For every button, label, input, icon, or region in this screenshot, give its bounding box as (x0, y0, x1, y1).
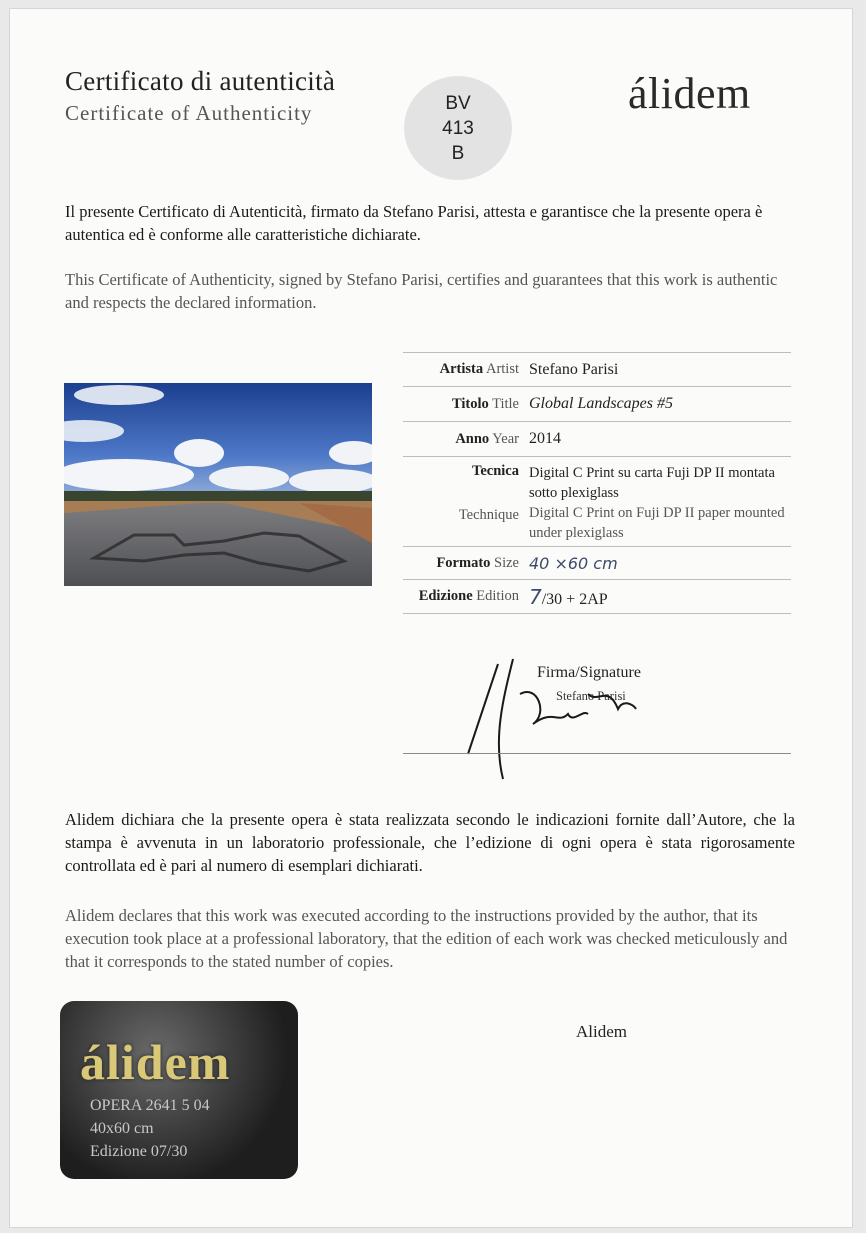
value-size-handwritten: 40 ×60 cm (529, 553, 618, 573)
hologram-seal (60, 1001, 298, 1179)
label-size-it: Formato (436, 554, 491, 571)
value-edition: /30 + 2AP (541, 590, 608, 608)
row-year (403, 421, 791, 456)
intro-english: This Certificate of Authenticity, signed by Stefano Parisi, certifies and guarantees that this work is authentic and respects the declared information. (65, 270, 778, 312)
label-artist-it: Artista (439, 361, 484, 377)
artwork-details-table (403, 352, 791, 614)
label-technique-it: Tecnica (472, 463, 519, 479)
stamp-line-2: 413 (442, 117, 474, 139)
signature-label: Firma/Signature (537, 664, 641, 681)
label-technique-en: Technique (458, 507, 519, 523)
row-size (403, 546, 791, 579)
declaration-english: Alidem declares that this work was executed according to the instructions provided by the author, that its execution took place at a professional laboratory, that the edition of each work was checked meticulously and that it corresponds to the stated number of copies. (65, 906, 788, 971)
signature-printed-name: Stefano Parisi (556, 689, 626, 703)
label-size-en: Size (494, 554, 519, 571)
issuer-name: Alidem (576, 1022, 627, 1041)
hologram-line-3: Edizione 07/30 (90, 1143, 188, 1160)
stamp-line-1: BV (445, 92, 471, 114)
row-artist (403, 352, 791, 386)
hologram-line-1: OPERA 2641 5 04 (90, 1097, 210, 1114)
label-edition-it: Edizione (418, 588, 473, 604)
value-year: 2014 (529, 430, 561, 447)
label-year-it: Anno (455, 430, 490, 447)
hologram-line-2: 40x60 cm (90, 1120, 154, 1137)
label-title-en: Title (492, 395, 519, 412)
alidem-logo: álidem (628, 69, 751, 118)
value-title: Global Landscapes #5 (529, 395, 673, 412)
title-english: Certificate of Authenticity (65, 101, 313, 125)
signature-line (403, 753, 791, 754)
value-technique-it: Digital C Print su carta Fuji DP II montata sotto plexiglass (529, 465, 775, 501)
label-year-en: Year (492, 430, 519, 447)
artwork-image (64, 383, 372, 586)
row-technique (403, 456, 791, 546)
label-edition-en: Edition (476, 588, 519, 604)
handwritten-signature (458, 654, 648, 784)
artwork-photo (64, 383, 372, 586)
intro-italian: Il presente Certificato di Autenticità, firmato da Stefano Parisi, attesta e garantisce che la presente opera è autentica ed è conforme alle caratteristiche dichiarate. (65, 202, 763, 244)
declaration-italian: Alidem dichiara che la presente opera è stata realizzata secondo le indicazioni fornite dall’Autore, che la stampa è avvenuta in un laboratorio professionale, che l’edizione di ogni opera è stata rigorosamente controllata ed è pari al numero di esemplari dichiarati. (65, 810, 795, 875)
edition-number-handwritten: 7 (529, 584, 542, 609)
label-title-it: Titolo (451, 395, 489, 412)
row-edition (403, 579, 791, 614)
stamp-line-3: B (451, 142, 465, 164)
inventory-stamp (404, 76, 512, 180)
label-artist-en: Artist (485, 361, 519, 377)
row-title (403, 386, 791, 421)
hologram-logo: álidem (80, 1034, 231, 1090)
title-italian: Certificato di autenticità (65, 66, 336, 96)
value-artist: Stefano Parisi (529, 360, 619, 378)
value-technique-en: Digital C Print on Fuji DP II paper mounted under plexiglass (529, 505, 785, 541)
